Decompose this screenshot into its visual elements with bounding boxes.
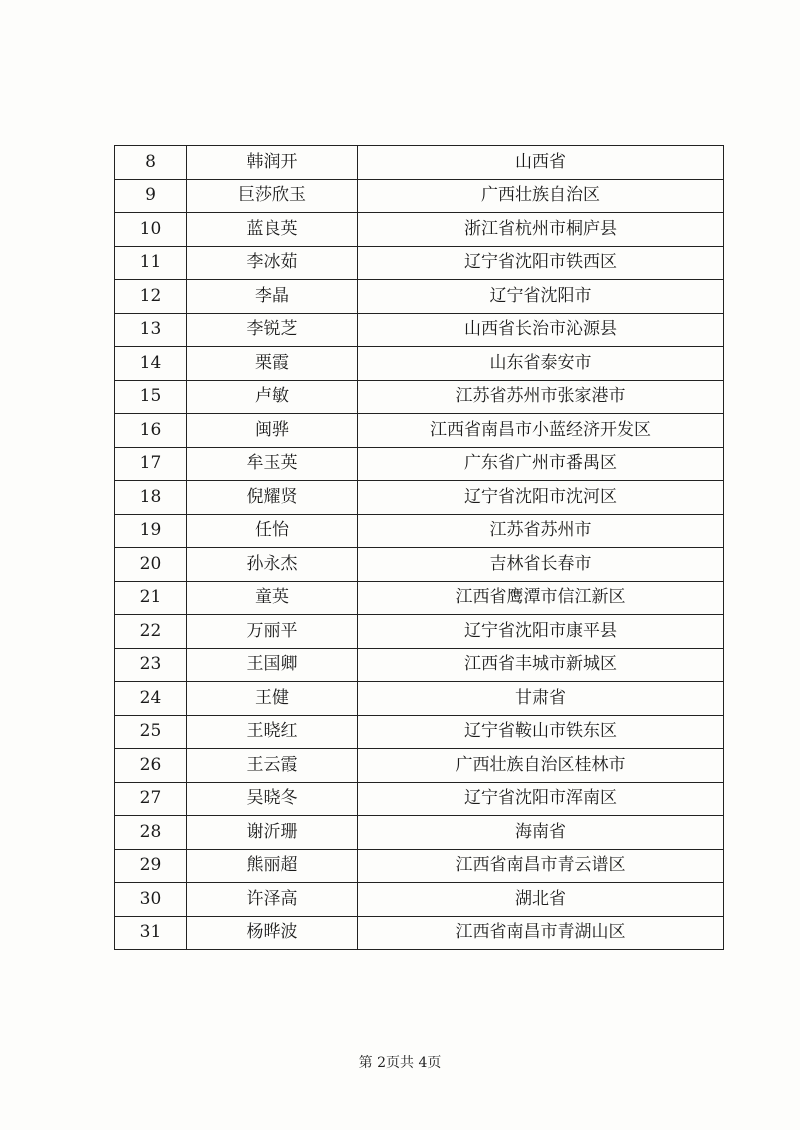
row-number-cell: 26	[115, 749, 187, 783]
table-row	[115, 883, 724, 917]
table-row	[115, 380, 724, 414]
name-cell: 孙永杰	[187, 548, 358, 582]
table-row	[115, 347, 724, 381]
location-cell: 广东省广州市番禺区	[358, 447, 724, 481]
location-cell: 辽宁省沈阳市	[358, 280, 724, 314]
name-cell: 闽骅	[187, 414, 358, 448]
location-cell: 江西省南昌市青云谱区	[358, 849, 724, 883]
table-row	[115, 548, 724, 582]
name-cell: 王云霞	[187, 749, 358, 783]
row-number-cell: 20	[115, 548, 187, 582]
table-row	[115, 213, 724, 247]
row-number-cell: 13	[115, 313, 187, 347]
name-cell: 巨莎欣玉	[187, 179, 358, 213]
name-cell: 李锐芝	[187, 313, 358, 347]
row-number-cell: 9	[115, 179, 187, 213]
row-number-cell: 10	[115, 213, 187, 247]
name-cell: 栗霞	[187, 347, 358, 381]
table-row	[115, 146, 724, 180]
table-row	[115, 782, 724, 816]
name-cell: 牟玉英	[187, 447, 358, 481]
table-row	[115, 481, 724, 515]
row-number-cell: 18	[115, 481, 187, 515]
table-row	[115, 648, 724, 682]
name-cell: 王国卿	[187, 648, 358, 682]
row-number-cell: 29	[115, 849, 187, 883]
table-row	[115, 179, 724, 213]
table-row	[115, 414, 724, 448]
table-row	[115, 581, 724, 615]
row-number-cell: 14	[115, 347, 187, 381]
table-row	[115, 749, 724, 783]
location-cell: 江苏省苏州市张家港市	[358, 380, 724, 414]
name-cell: 蓝良英	[187, 213, 358, 247]
location-cell: 湖北省	[358, 883, 724, 917]
location-cell: 辽宁省沈阳市浑南区	[358, 782, 724, 816]
row-number-cell: 8	[115, 146, 187, 180]
location-cell: 山东省泰安市	[358, 347, 724, 381]
table-row	[115, 447, 724, 481]
row-number-cell: 22	[115, 615, 187, 649]
name-cell: 倪耀贤	[187, 481, 358, 515]
name-cell: 万丽平	[187, 615, 358, 649]
location-cell: 甘肃省	[358, 682, 724, 716]
table-row	[115, 514, 724, 548]
location-cell: 山西省长治市沁源县	[358, 313, 724, 347]
location-cell: 江苏省苏州市	[358, 514, 724, 548]
name-cell: 许泽高	[187, 883, 358, 917]
row-number-cell: 17	[115, 447, 187, 481]
location-cell: 山西省	[358, 146, 724, 180]
page-number-footer: 第 2页共 4页	[358, 1055, 442, 1071]
location-cell: 广西壮族自治区	[358, 179, 724, 213]
location-cell: 江西省鹰潭市信江新区	[358, 581, 724, 615]
name-cell: 王健	[187, 682, 358, 716]
location-cell: 江西省南昌市小蓝经济开发区	[358, 414, 724, 448]
row-number-cell: 23	[115, 648, 187, 682]
name-cell: 熊丽超	[187, 849, 358, 883]
table-row	[115, 816, 724, 850]
name-cell: 童英	[187, 581, 358, 615]
name-cell: 任怡	[187, 514, 358, 548]
row-number-cell: 30	[115, 883, 187, 917]
location-cell: 吉林省长春市	[358, 548, 724, 582]
name-cell: 李晶	[187, 280, 358, 314]
row-number-cell: 15	[115, 380, 187, 414]
roster-table-body	[115, 146, 724, 950]
roster-table	[114, 145, 724, 950]
row-number-cell: 12	[115, 280, 187, 314]
table-row	[115, 246, 724, 280]
row-number-cell: 31	[115, 916, 187, 950]
table-row	[115, 615, 724, 649]
name-cell: 李冰茹	[187, 246, 358, 280]
name-cell: 王晓红	[187, 715, 358, 749]
name-cell: 韩润开	[187, 146, 358, 180]
name-cell: 卢敏	[187, 380, 358, 414]
row-number-cell: 24	[115, 682, 187, 716]
table-row	[115, 916, 724, 950]
location-cell: 辽宁省鞍山市铁东区	[358, 715, 724, 749]
row-number-cell: 16	[115, 414, 187, 448]
location-cell: 辽宁省沈阳市康平县	[358, 615, 724, 649]
name-cell: 吴晓冬	[187, 782, 358, 816]
name-cell: 谢沂珊	[187, 816, 358, 850]
location-cell: 广西壮族自治区桂林市	[358, 749, 724, 783]
table-row	[115, 715, 724, 749]
location-cell: 辽宁省沈阳市铁西区	[358, 246, 724, 280]
row-number-cell: 19	[115, 514, 187, 548]
location-cell: 辽宁省沈阳市沈河区	[358, 481, 724, 515]
location-cell: 江西省丰城市新城区	[358, 648, 724, 682]
name-cell: 杨晔波	[187, 916, 358, 950]
location-cell: 浙江省杭州市桐庐县	[358, 213, 724, 247]
table-row	[115, 313, 724, 347]
row-number-cell: 21	[115, 581, 187, 615]
row-number-cell: 27	[115, 782, 187, 816]
row-number-cell: 28	[115, 816, 187, 850]
location-cell: 海南省	[358, 816, 724, 850]
row-number-cell: 25	[115, 715, 187, 749]
table-row	[115, 849, 724, 883]
row-number-cell: 11	[115, 246, 187, 280]
location-cell: 江西省南昌市青湖山区	[358, 916, 724, 950]
table-row	[115, 280, 724, 314]
table-row	[115, 682, 724, 716]
